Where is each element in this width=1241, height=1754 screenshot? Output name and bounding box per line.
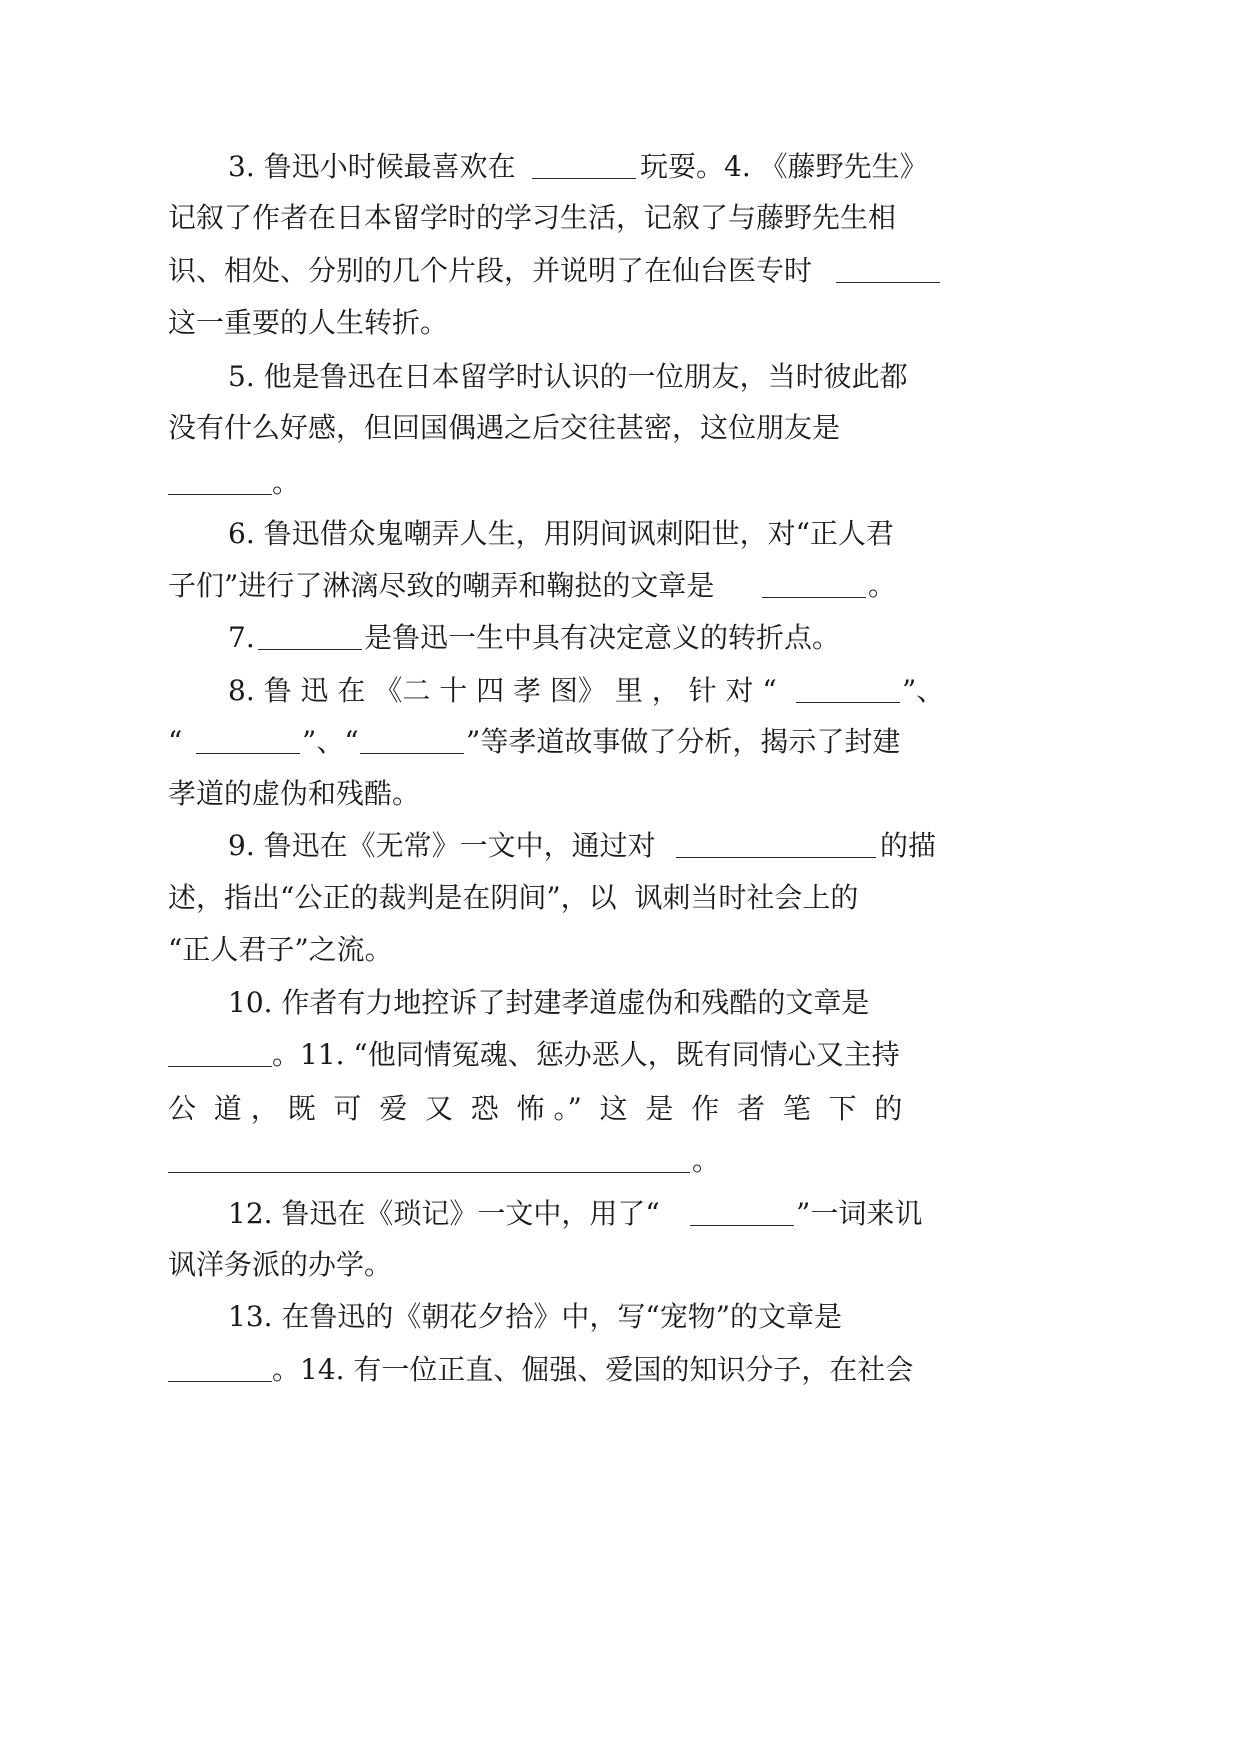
- paragraph-text: 的描: [880, 829, 937, 862]
- question-7-number: 7.: [228, 621, 255, 654]
- answer-blank[interactable]: [168, 1171, 690, 1173]
- paragraph-text: ”一词来讥: [796, 1197, 923, 1230]
- question-13-line: [0, 1297, 1241, 1337]
- question-9-line: [0, 826, 1241, 866]
- question-8-text: 8. 鲁 迅 在 《二 十 四 孝 图》 里 ， 针 对 “: [228, 674, 777, 707]
- question-9-text: 9. 鲁迅在《无常》一文中，通过对: [228, 829, 656, 862]
- answer-blank[interactable]: [762, 596, 866, 598]
- question-7-line: [0, 618, 1241, 658]
- question-11-line: [0, 1141, 1241, 1181]
- question-8-line: [0, 722, 1241, 762]
- paragraph-text: 。: [868, 569, 897, 602]
- paragraph-text: 没有什么好感，但回国偶遇之后交往甚密，这位朋友是: [168, 411, 841, 444]
- paragraph-text: “正人君子”之流。: [168, 933, 393, 966]
- paragraph-text: 讽洋务派的办学。: [168, 1248, 393, 1281]
- answer-blank[interactable]: [836, 281, 940, 283]
- question-4-line: [0, 198, 1241, 238]
- question-5-line: [0, 408, 1241, 448]
- answer-blank[interactable]: [796, 701, 900, 703]
- answer-blank[interactable]: [196, 752, 300, 754]
- question-7-text: 是鲁迅一生中具有决定意义的转折点。: [364, 621, 841, 654]
- question-5-text: 5. 他是鲁迅在日本留学时认识的一位朋友，当时彼此都: [228, 360, 908, 393]
- question-5-line: [0, 463, 1241, 503]
- question-8-line: [0, 774, 1241, 814]
- paragraph-text: 。: [692, 1144, 721, 1177]
- question-11-text: 。11. “他同情冤魂、惩办恶人，既有同情心又主持: [272, 1038, 900, 1071]
- question-9-line: [0, 930, 1241, 970]
- paragraph-text: 这一重要的人生转折。: [168, 306, 449, 339]
- paragraph-text: ”、: [902, 674, 945, 707]
- question-4-line: [0, 303, 1241, 343]
- question-6-line: [0, 566, 1241, 606]
- paragraph-text: 识、相处、分别的几个片段，并说明了在仙台医专时: [168, 254, 813, 287]
- question-12-line: [0, 1245, 1241, 1285]
- paragraph-text: 孝道的虚伪和残酷。: [168, 777, 421, 810]
- question-3-text: 3. 鲁迅小时候最喜欢在: [228, 150, 516, 183]
- paragraph-text: 记叙了作者在日本留学时的学习生活，记叙了与藤野先生相: [168, 201, 897, 234]
- question-11-line: [0, 1035, 1241, 1075]
- answer-blank[interactable]: [690, 1224, 794, 1226]
- question-6-line: [0, 514, 1241, 554]
- question-8-line: [0, 671, 1241, 711]
- answer-blank[interactable]: [258, 648, 362, 650]
- question-12-text: 12. 鲁迅在《琐记》一文中，用了“: [228, 1197, 660, 1230]
- question-14-line: [0, 1350, 1241, 1390]
- paragraph-text: ”等孝道故事做了分析，揭示了封建: [466, 725, 901, 758]
- question-10-line: [0, 983, 1241, 1023]
- question-4-line: [0, 251, 1241, 291]
- question-3-line: [0, 147, 1241, 187]
- question-14-text: 。14. 有一位正直、倔强、爱国的知识分子，在社会: [272, 1353, 914, 1386]
- question-10-text: 10. 作者有力地控诉了封建孝道虚伪和残酷的文章是: [228, 986, 870, 1019]
- question-5-line: [0, 357, 1241, 397]
- question-13-text: 13. 在鲁迅的《朝花夕拾》中，写“宠物”的文章是: [228, 1300, 843, 1333]
- answer-blank[interactable]: [168, 493, 272, 495]
- question-6-text: 6. 鲁迅借众鬼嘲弄人生，用阴间讽刺阳世，对“正人君: [228, 517, 894, 550]
- paragraph-text: “: [168, 725, 183, 758]
- answer-blank[interactable]: [532, 177, 636, 179]
- question-12-line: [0, 1194, 1241, 1234]
- answer-blank[interactable]: [360, 752, 464, 754]
- answer-blank[interactable]: [168, 1380, 272, 1382]
- paragraph-text: 公 道 ， 既 可 爱 又 恐 怖 。” 这 是 作 者 笔 下 的: [168, 1092, 903, 1125]
- paragraph-text: ”、“: [302, 725, 359, 758]
- question-9-line: [0, 878, 1241, 918]
- paragraph-text: 子们”进行了淋漓尽致的嘲弄和鞠挞的文章是: [168, 569, 715, 602]
- question-4-text: 玩耍。4. 《藤野先生》: [640, 150, 928, 183]
- answer-blank[interactable]: [676, 856, 876, 858]
- answer-blank[interactable]: [168, 1065, 272, 1067]
- question-11-line: [0, 1089, 1241, 1129]
- paragraph-text: 。: [272, 466, 301, 499]
- paragraph-text: 述，指出“公正的裁判是在阴间”，以 讽刺当时社会上的: [168, 881, 859, 914]
